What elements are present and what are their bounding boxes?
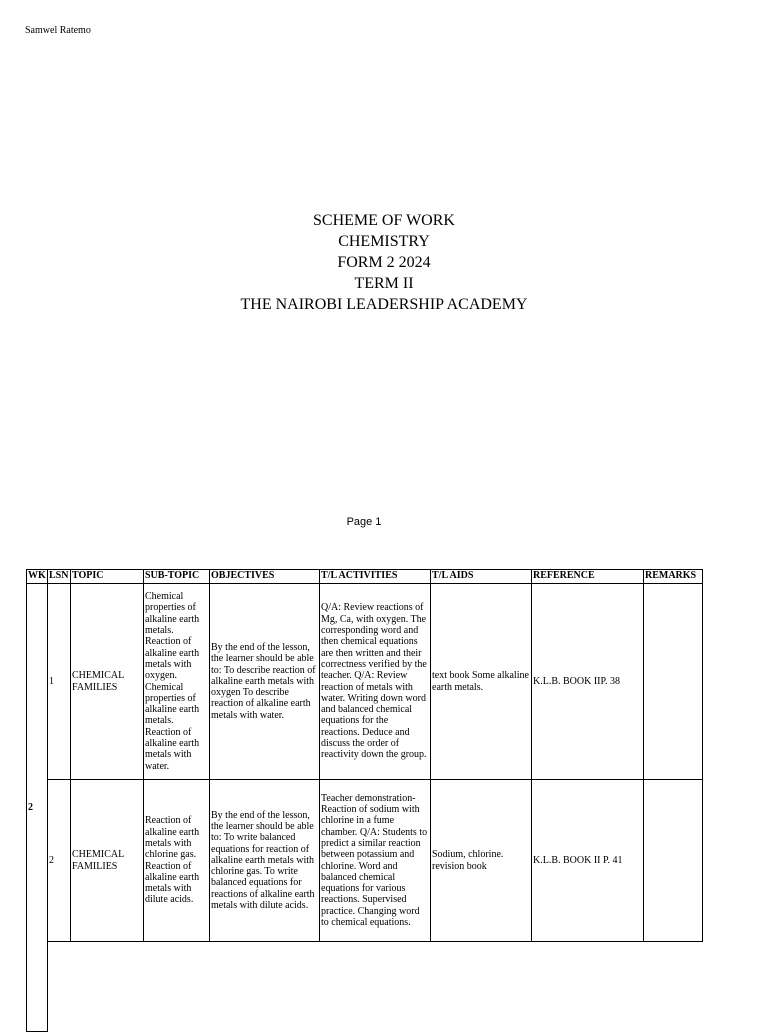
- header-topic: TOPIC: [71, 570, 144, 584]
- remarks-cell: [644, 780, 703, 942]
- subtopic-cell: Chemical properties of alkaline earth metals. Reaction of alkaline earth metals with oxygen. Chemical properties of alkaline earth metals. Reaction of alkaline earth metals with water.: [144, 584, 210, 780]
- lsn-cell: 2: [48, 780, 71, 942]
- topic-cell: CHEMICAL FAMILIES: [71, 780, 144, 942]
- author-name: Samwel Ratemo: [25, 25, 91, 36]
- header-objectives: OBJECTIVES: [210, 570, 320, 584]
- title-line-form: FORM 2 2024: [337, 254, 431, 271]
- header-reference: REFERENCE: [532, 570, 644, 584]
- header-lsn: LSN: [48, 570, 71, 584]
- aids-cell: text book Some alkaline earth metals.: [431, 584, 532, 780]
- topic-cell: CHEMICAL FAMILIES: [71, 584, 144, 780]
- reference-cell: K.L.B. BOOK IIP. 38: [532, 584, 644, 780]
- week-cell: 2: [27, 584, 48, 1032]
- lsn-cell: 1: [48, 584, 71, 780]
- table-header-row: [27, 570, 703, 584]
- aids-cell: Sodium, chlorine. revision book: [431, 780, 532, 942]
- activities-cell: Q/A: Review reactions of Mg, Ca, with oxygen. The corresponding word and then chemical equations are then written and their correctness verified by the teacher. Q/A: Review reaction of metals with water. Writing down word and balanced chemical equations for the reactions. Deduce and discuss the order of reactivity down the group.: [320, 584, 431, 780]
- remarks-cell: [644, 584, 703, 780]
- table-row-empty: [27, 942, 703, 1032]
- table-row: [27, 584, 703, 780]
- table-row: [27, 780, 703, 942]
- reference-cell: K.L.B. BOOK II P. 41: [532, 780, 644, 942]
- title-line-subject: CHEMISTRY: [338, 233, 430, 250]
- page-number: Page 1: [346, 516, 382, 528]
- document-title: [0, 210, 768, 315]
- title-line-school: THE NAIROBI LEADERSHIP ACADEMY: [240, 296, 528, 313]
- header-activities: T/L ACTIVITIES: [320, 570, 431, 584]
- scheme-table: [26, 569, 703, 1032]
- subtopic-cell: Reaction of alkaline earth metals with chlorine gas. Reaction of alkaline earth metals with dilute acids.: [144, 780, 210, 942]
- title-line-scheme: SCHEME OF WORK: [313, 212, 455, 229]
- header-wk: WK: [27, 570, 48, 584]
- activities-cell: Teacher demonstration- Reaction of sodium with chlorine in a fume chamber. Q/A: Students to predict a similar reaction between potassium and chlorine. Word and balanced chemical equations for various reactions. Supervised practice. Changing word to chemical equations.: [320, 780, 431, 942]
- header-remarks: REMARKS: [644, 570, 703, 584]
- objectives-cell: By the end of the lesson, the learner should be able to: To write balanced equations for reaction of alkaline earth metals with chlorine gas. To write balanced equations for reactions of alkaline earth metals with dilute acids.: [210, 780, 320, 942]
- title-line-term: TERM II: [354, 275, 414, 292]
- objectives-cell: By the end of the lesson, the learner should be able to: To describe reaction of alkaline earth metals with oxygen To describe reaction of alkaline earth metals with water.: [210, 584, 320, 780]
- header-aids: T/L AIDS: [431, 570, 532, 584]
- header-subtopic: SUB-TOPIC: [144, 570, 210, 584]
- empty-continuation-cell: [48, 942, 703, 1032]
